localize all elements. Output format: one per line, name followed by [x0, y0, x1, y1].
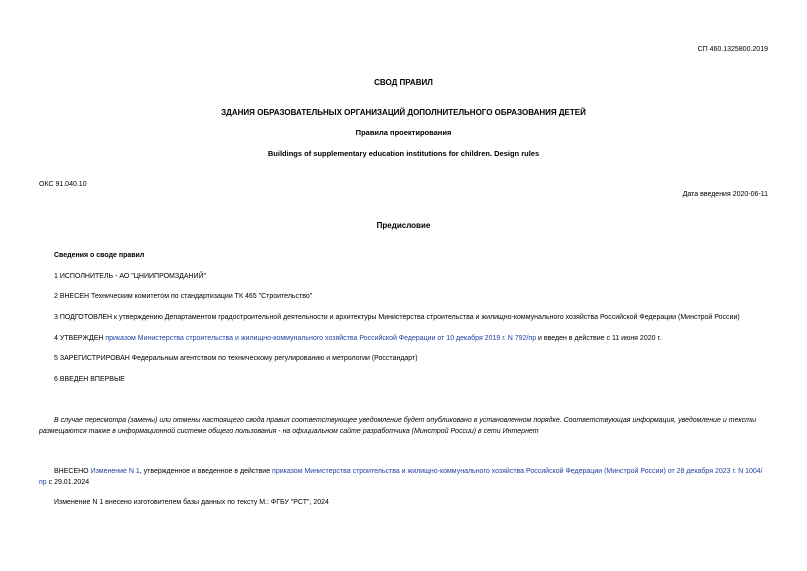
preface-heading: Предисловие [376, 221, 431, 230]
info-item-5-text: Федеральным агентством по техническому регулированию и метрологии (Росстандарт) [129, 355, 418, 362]
amendment-paragraph [39, 467, 769, 488]
info-item-3-text: к утверждению Департаментом градостроительной деятельности и архитектуры Министерства строительства и жилищно-коммунального хозяйства Российской Федерации (Минстрой России) [112, 314, 740, 321]
revision-notice: В случае пересмотра (замены) или отмены настоящего свода правил соответствующее уведомление будет опубликовано в установленном порядке. Соответствующая информация, уведомление и тексты размещаются также в информационной системе общего пользования - на официальном сайте разработчика (Минстрой России) в сети Интернет [39, 417, 757, 435]
info-item-3 [54, 313, 769, 324]
document-subtitle: ЗДАНИЯ ОБРАЗОВАТЕЛЬНЫХ ОРГАНИЗАЦИЙ ДОПОЛНИТЕЛЬНОГО ОБРАЗОВАНИЯ ДЕТЕЙ [221, 108, 586, 117]
info-item-2-label: 2 ВНЕСЕН [54, 293, 90, 300]
introduction-date: Дата введения 2020-06-11 [682, 191, 768, 198]
info-item-1-text: - АО "ЦНИИПРОМЗДАНИЙ" [113, 273, 207, 280]
info-item-5-label: 5 ЗАРЕГИСТРИРОВАН [54, 355, 130, 362]
document-subtitle-rules: Правила проектирования [355, 128, 452, 137]
amendment-mid-text: , утвержденное и введенное в действие [139, 468, 273, 475]
info-item-4-label: 4 УТВЕРЖДЕН [54, 335, 104, 342]
amendment-note: Изменение N 1 внесено изготовителем базы данных по тексту М.: ФГБУ "РСТ", 2024 [54, 499, 329, 506]
amendment-1-link[interactable]: Изменение N 1 [90, 468, 140, 475]
amendment-order-link[interactable]: приказом Министерства строительства и жилищно-коммунального хозяйства Российской Федерации (Минстрой России) от 28 декабря 2023 г. N [272, 468, 744, 475]
info-item-2 [54, 292, 769, 303]
approval-order-link[interactable]: приказом Министерства строительства и жилищно-коммунального хозяйства Российской Федерации от 10 декабря 2019 г. N 792/пр [105, 335, 537, 342]
amendment-suffix: с 29.01.2024 [46, 478, 90, 486]
info-item-1 [54, 272, 769, 283]
oks-code: ОКС 91.040.10 [39, 181, 87, 188]
info-item-5 [54, 354, 769, 365]
document-subtitle-english: Buildings of supplementary education institutions for children. Design rules [267, 149, 540, 158]
amendment-prefix: ВНЕСЕНО [54, 468, 91, 475]
info-item-4 [54, 334, 769, 345]
info-item-6: 6 ВВЕДЕН ВПЕРВЫЕ [54, 376, 125, 383]
info-item-4-text: и введен в действие с 11 июня 2020 г. [536, 335, 662, 342]
info-item-2-text: Техническим комитетом по стандартизации ТК 465 "Строительство" [89, 293, 313, 300]
info-item-1-label: 1 ИСПОЛНИТЕЛЬ [54, 273, 114, 280]
document-type-title: СВОД ПРАВИЛ [374, 78, 433, 87]
document-code: СП 460.1325800.2019 [697, 46, 768, 53]
info-item-3-label: 3 ПОДГОТОВЛЕН [54, 314, 113, 321]
info-heading: Сведения о своде правил [54, 252, 145, 259]
amendment-order-number-link[interactable]: 1004/пр [39, 468, 763, 486]
